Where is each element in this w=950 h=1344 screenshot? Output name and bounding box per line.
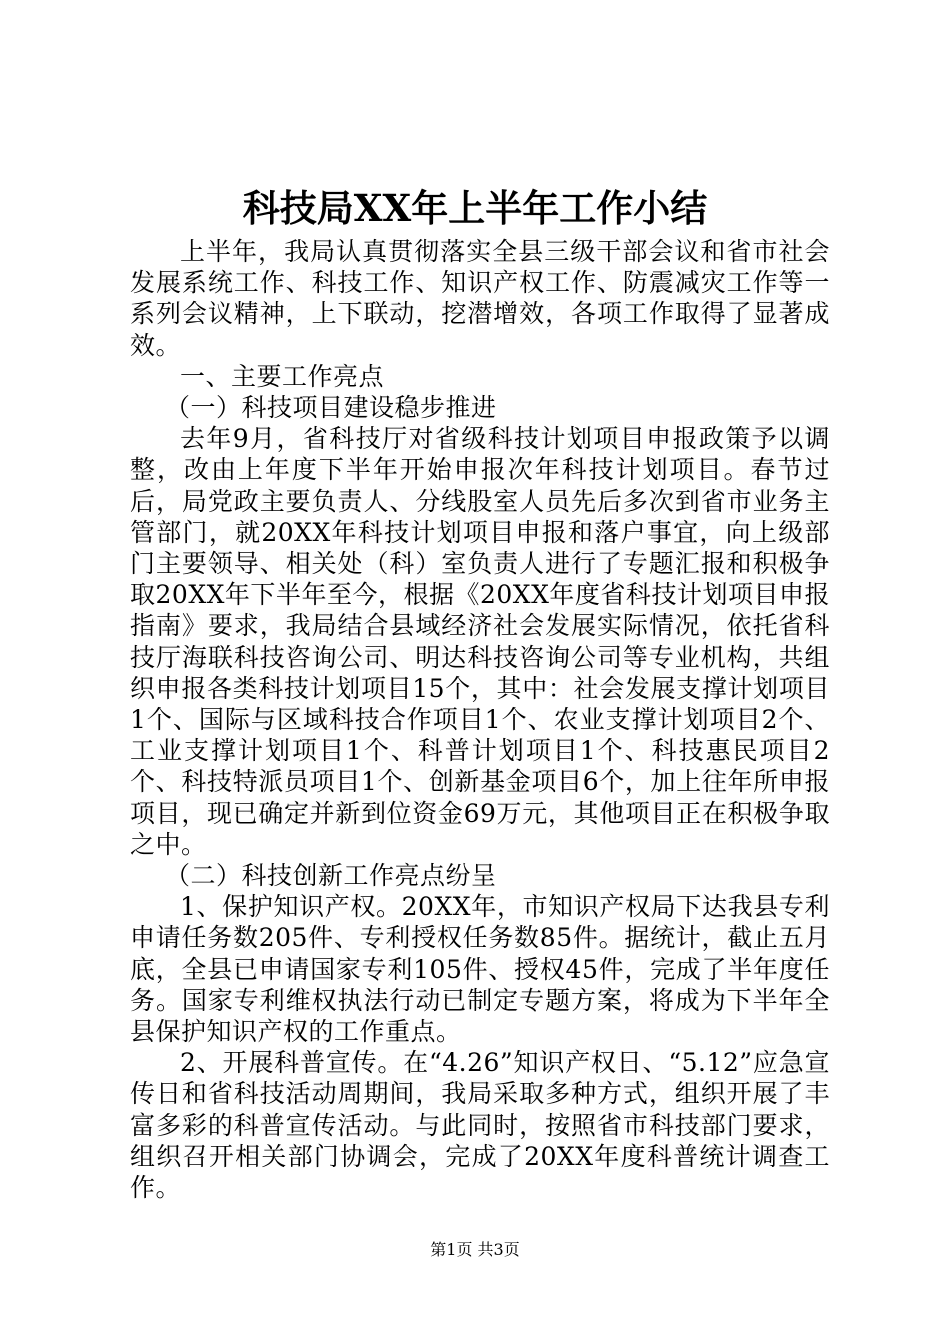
subsection-heading-projects: （一）科技项目建设稳步推进: [165, 393, 497, 423]
paragraph-intro: 上半年，我局认真贯彻落实全县三级干部会议和省市社会发展系统工作、科技工作、知识产权工作、防震减灾工作等一系列会议精神，上下联动，挖潜增效，各项工作取得了显著成效。: [130, 237, 830, 360]
section-heading-main-highlights: 一、主要工作亮点: [180, 361, 385, 391]
document-title: 科技局XX年上半年工作小结: [242, 186, 708, 230]
subsection-heading-innovation: （二）科技创新工作亮点纷呈: [165, 861, 497, 891]
paragraph-ip-protection: 1、保护知识产权。20XX年，市知识产权局下达我县专利申请任务数205件、专利授权任务数85件。据统计，截止五月底，全县已申请国家专利105件、授权45件，完成了半年度任务。国家专利维权执法行动已制定专题方案，将成为下半年全县保护知识产权的工作重点。: [130, 892, 830, 1047]
document-body: [130, 236, 830, 1203]
paragraph-projects: 去年9月，省科技厅对省级科技计划项目申报政策予以调整，改由上年度下半年开始申报次年科技计划项目。春节过后，局党政主要负责人、分线股室人员先后多次到省市业务主管部门，就20XX年科技计划项目申报和落户事宜，向上级部门主要领导、相关处（科）室负责人进行了专题汇报和积极争取20XX年下半年至今，根据《20XX年度省科技计划项目申报指南》要求，我局结合县域经济社会发展实际情况，依托省科技厅海联科技咨询公司、明达科技咨询公司等专业机构，共组织申报各类科技计划项目15个，其中：社会发展支撑计划项目1个、国际与区域科技合作项目1个、农业支撑计划项目2个、工业支撑计划项目1个、科普计划项目1个、科技惠民项目2个、科技特派员项目1个、创新基金项目6个，加上往年所申报项目，现已确定并新到位资金69万元，其他项目正在积极争取之中。: [130, 424, 830, 859]
page-footer: 第1页 共3页: [430, 1240, 520, 1259]
paragraph-science-promotion: 2、开展科普宣传。在“4.26”知识产权日、“5.12”应急宣传日和省科技活动周期间，我局采取多种方式，组织开展了丰富多彩的科普宣传活动。与此同时，按照省市科技部门要求，组织召开相关部门协调会，完成了20XX年度科普统计调查工作。: [130, 1048, 830, 1203]
